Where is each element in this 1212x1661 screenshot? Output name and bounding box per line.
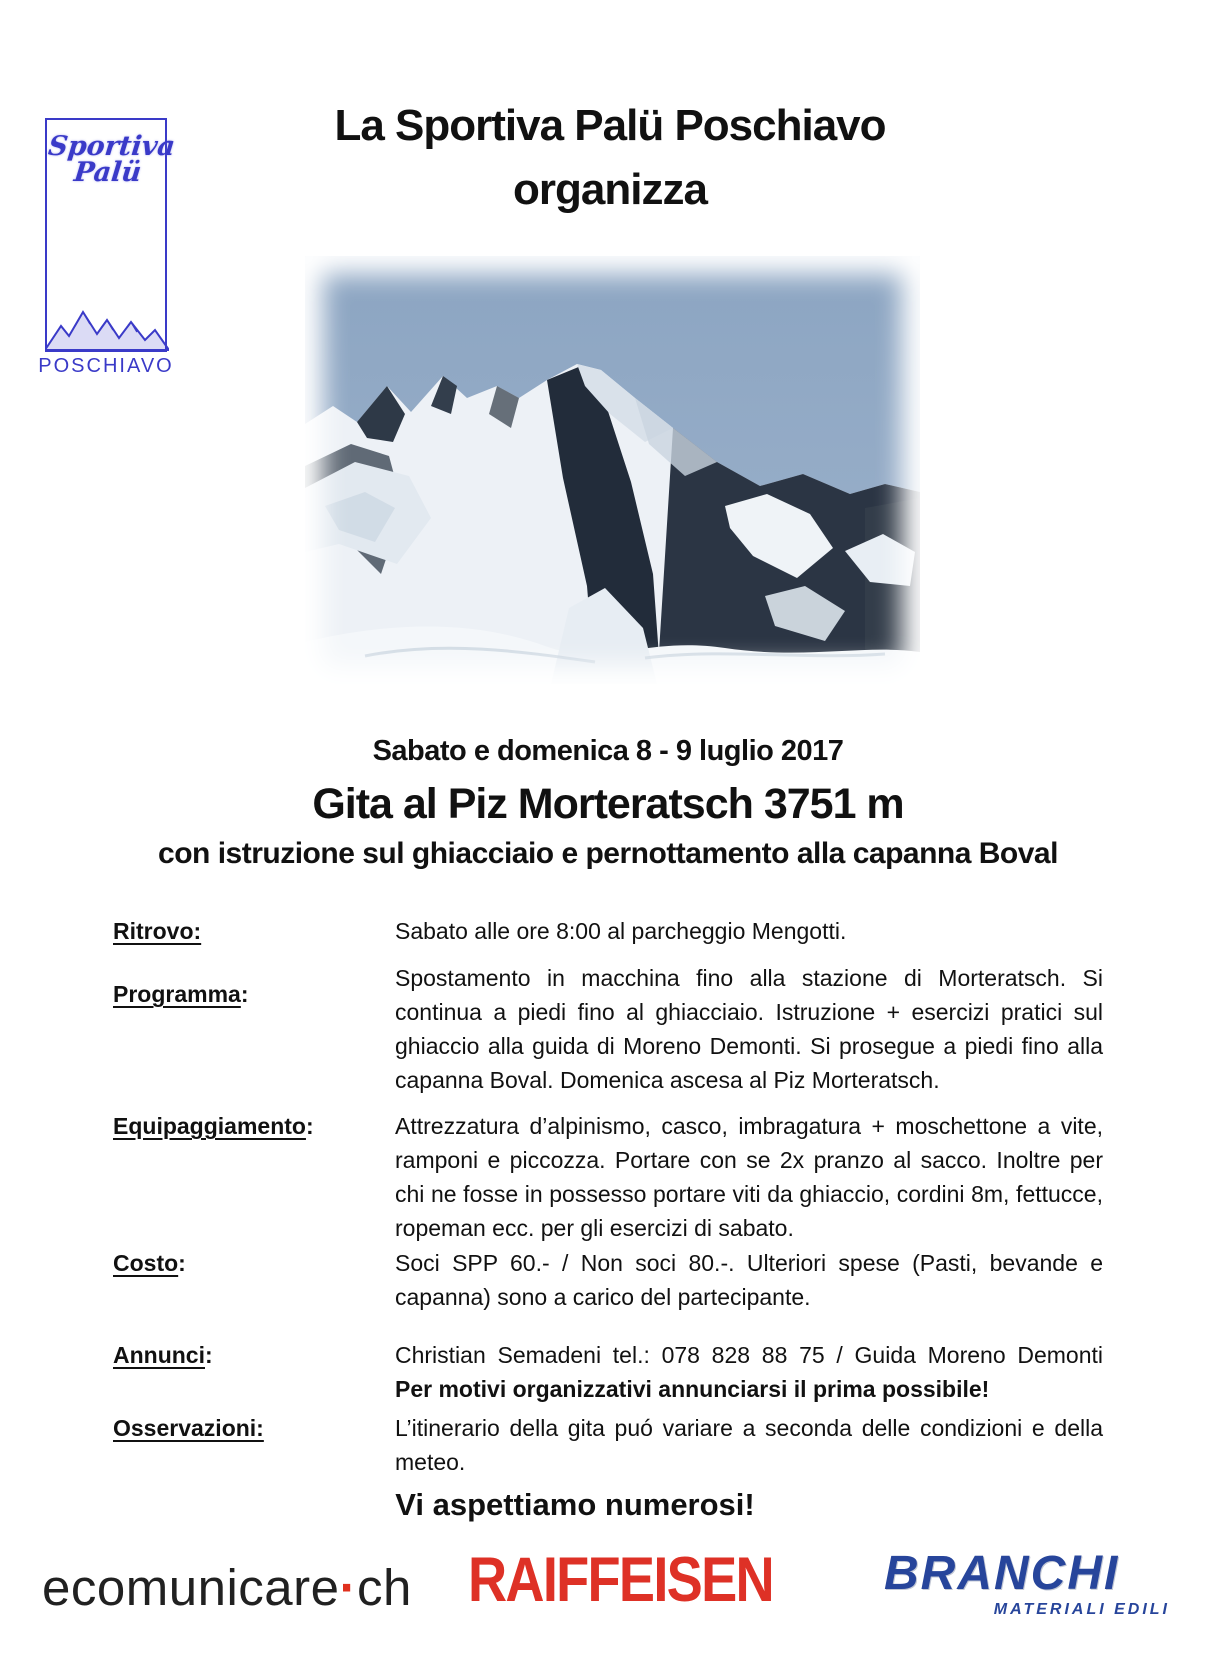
branchi-name: BRANCHI xyxy=(884,1547,1120,1600)
event-date: Sabato e domenica 8 - 9 luglio 2017 xyxy=(372,735,844,767)
club-logo-box xyxy=(45,118,177,352)
sponsor-ecomunicare-logo xyxy=(42,1558,412,1617)
page-title: La Sportiva Palü Poschiavo xyxy=(334,101,886,150)
row-label: Costo: xyxy=(113,1250,186,1276)
sponsor-branchi-logo xyxy=(884,1546,1170,1619)
row-text xyxy=(395,1338,1103,1406)
row-label: Equipaggiamento: xyxy=(113,1113,314,1139)
row-label: Osservazioni: xyxy=(113,1415,264,1441)
club-name-line2: Palü xyxy=(72,157,143,188)
annunci-bold-line: Per motivi organizzativi annunciarsi il prima possibile! xyxy=(395,1376,990,1402)
page-title-block xyxy=(150,100,1070,216)
row-text: Spostamento in macchina fino alla stazione di Morteratsch. Si continua a piedi fino al ghiacciaio. Istruzione + esercizi pratici sul ghiaccio alla guida di Moreno Demonti. Si prosegue a piedi fino alla capanna Boval. Domenica ascesa al Piz Morteratsch. xyxy=(395,965,1103,1093)
event-subtitle: con istruzione sul ghiacciaio e pernottamento alla capanna Boval xyxy=(158,837,1058,870)
annunci-contact-line: Christian Semadeni tel.: 078 828 88 75 / Guida Moreno Demonti xyxy=(395,1342,1103,1368)
branchi-tagline: MATERIALI EDILI xyxy=(993,1601,1170,1618)
ecomunicare-tld: ch xyxy=(356,1559,412,1616)
ecomunicare-text: ecomunicare xyxy=(42,1559,340,1616)
sponsor-raiffeisen-logo: RAIFFEISEN xyxy=(468,1545,773,1615)
row-text: Attrezzatura d’alpinismo, casco, imbragatura + moschettone a vite, ramponi e piccozza. Portare con se 2x pranzo al sacco. Inoltre per chi ne fosse in possesso portare viti da ghiaccio, cordini 8m, fettucce, ropeman ecc. per gli esercizi di sabato. xyxy=(395,1113,1103,1241)
event-title: Gita al Piz Morteratsch 3751 m xyxy=(312,780,904,828)
mountain-logo-icon xyxy=(45,300,169,352)
mountain-photo-art xyxy=(305,256,920,684)
row-text: Soci SPP 60.- / Non soci 80.-. Ulteriori spese (Pasti, bevande e capanna) sono a carico del partecipante. xyxy=(395,1250,1103,1310)
row-text: L’itinerario della gita puó variare a seconda delle condizioni e della meteo. xyxy=(395,1415,1103,1475)
row-label: Annunci: xyxy=(113,1342,213,1368)
club-name-line1: Sportiva xyxy=(46,131,177,162)
row-label: Ritrovo: xyxy=(113,918,202,944)
page-subtitle-organizza: organizza xyxy=(513,165,707,214)
club-logo-caption: POSCHIAVO xyxy=(38,355,174,377)
row-text: Sabato alle ore 8:00 al parcheggio Mengotti. xyxy=(395,918,847,944)
ecomunicare-red-dot: · xyxy=(339,1559,357,1616)
mountain-photo xyxy=(305,256,920,684)
closing-line: Vi aspettiamo numerosi! xyxy=(395,1487,755,1522)
row-label: Programma: xyxy=(113,981,249,1007)
